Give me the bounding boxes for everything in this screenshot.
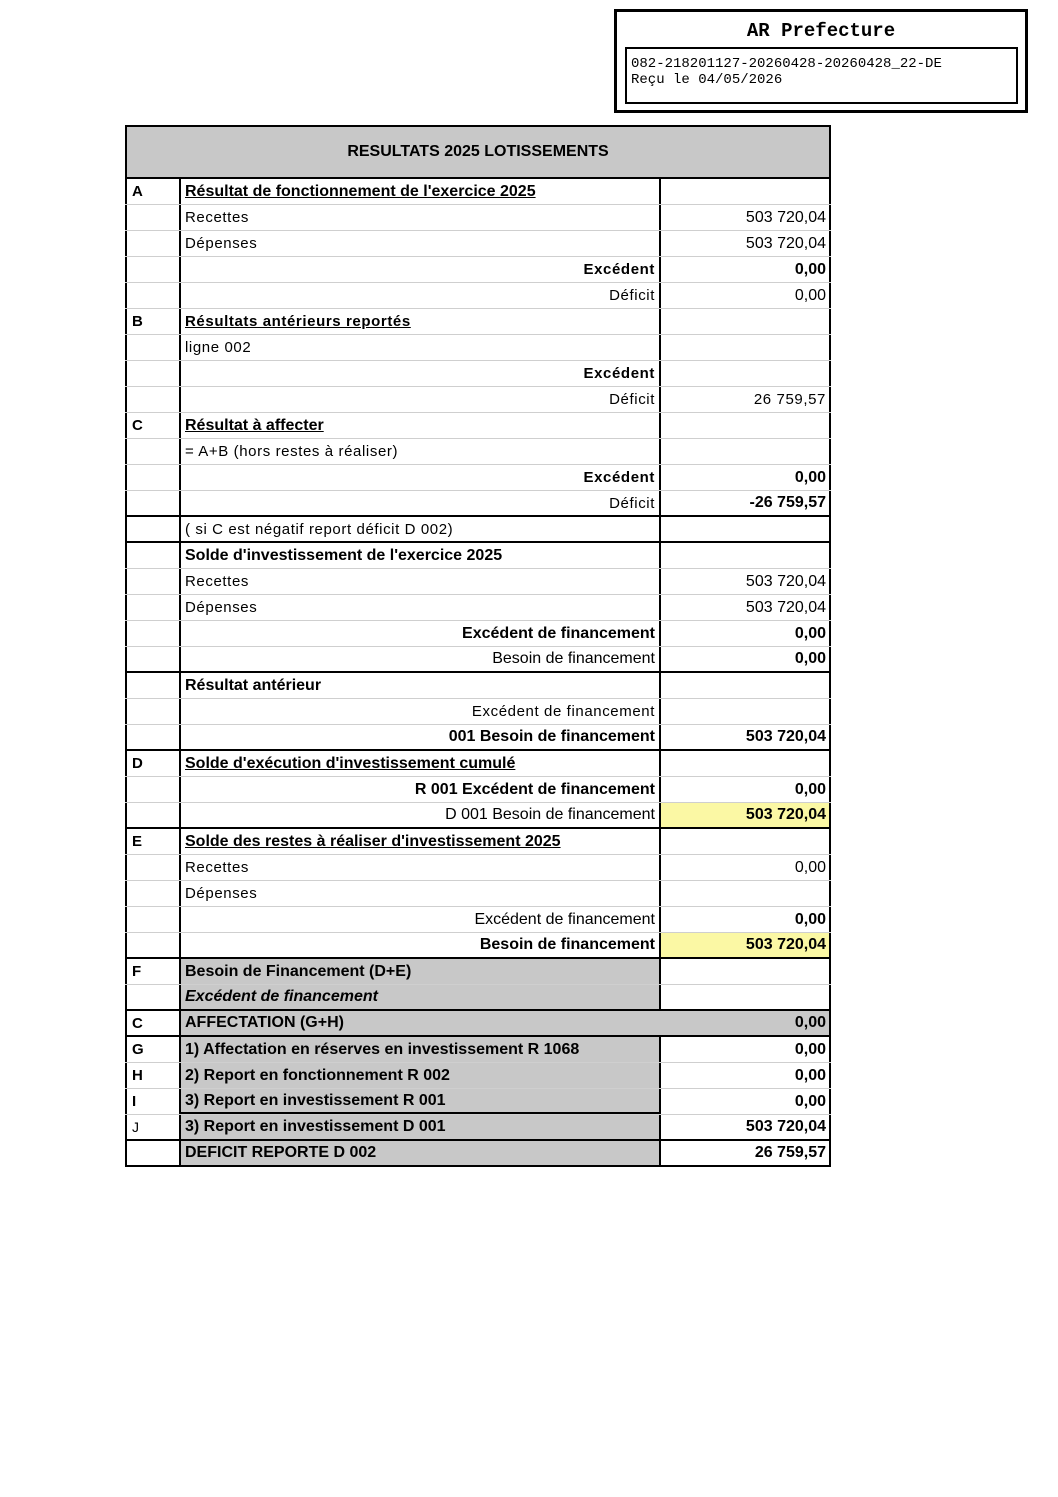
table-row (125, 647, 831, 673)
row-label: 001 Besoin de financement (448, 728, 655, 745)
section-a-heading: Résultat de fonctionnement de l'exercice 2025 (185, 182, 536, 200)
row-label: Déficit (609, 391, 655, 408)
row-value: 0,00 (659, 257, 831, 282)
row-label: Besoin de Financement (D+E) (181, 959, 659, 984)
stamp-received-date: Reçu le 04/05/2026 (631, 72, 783, 88)
table-row (125, 933, 831, 959)
table-title: RESULTATS 2025 LOTISSEMENTS (125, 125, 831, 179)
table-row (125, 569, 831, 595)
table-row (125, 309, 831, 335)
row-label: Excédent (583, 365, 655, 382)
table-row (125, 777, 831, 803)
table-row (125, 1063, 831, 1089)
row-value: 0,00 (659, 621, 831, 646)
row-value: 503 720,04 (659, 205, 831, 230)
row-letter: I (125, 1089, 181, 1114)
stamp-title: AR Prefecture (746, 20, 896, 42)
ar-prefecture-stamp (614, 9, 1028, 113)
stamp-id: 082-218201127-20260428-20260428_22-DE (631, 56, 942, 72)
table-row (125, 1115, 831, 1141)
row-letter: G (125, 1037, 181, 1062)
row-label: 2) Report en fonctionnement R 002 (181, 1063, 659, 1088)
table-row (125, 335, 831, 361)
row-label: Excédent de financement (462, 624, 655, 642)
row-value: 503 720,04 (659, 1115, 831, 1139)
table-row (125, 907, 831, 933)
row-value-highlighted: 503 720,04 (659, 803, 831, 827)
row-letter: E (125, 829, 181, 854)
row-note: ( si C est négatif report déficit D 002) (185, 520, 454, 538)
row-value: 0,00 (659, 465, 831, 490)
row-letter: J (125, 1115, 181, 1139)
row-value: 0,00 (659, 1037, 831, 1062)
table-row (125, 465, 831, 491)
section-d-heading: Solde d'exécution d'investissement cumulé (185, 754, 516, 772)
row-label: Excédent de financement (474, 910, 655, 928)
row-letter: B (125, 309, 181, 334)
row-label: Dépenses (185, 885, 258, 902)
row-letter: C (125, 413, 181, 438)
row-value: -26 759,57 (659, 491, 831, 515)
section-e-heading: Solde des restes à réaliser d'investissement 2025 (185, 832, 561, 850)
results-table (125, 125, 831, 1167)
table-row (125, 439, 831, 465)
row-value: 26 759,57 (659, 387, 831, 412)
row-label: Recettes (185, 859, 249, 876)
row-value: 0,00 (659, 855, 831, 880)
table-row (125, 413, 831, 439)
table-row (125, 985, 831, 1011)
row-value: 0,00 (659, 647, 831, 671)
row-value: 503 720,04 (659, 231, 831, 256)
row-value: 26 759,57 (659, 1141, 831, 1165)
row-value: 503 720,04 (659, 595, 831, 620)
table-row (125, 231, 831, 257)
table-row (125, 361, 831, 387)
row-label: Excédent de financement (181, 985, 659, 1009)
row-label: Excédent (583, 469, 655, 486)
row-label: Besoin de financement (492, 650, 655, 667)
row-label: 1) Affectation en réserves en investissement R 1068 (181, 1037, 659, 1062)
section-c-heading: Résultat à affecter (185, 416, 324, 434)
row-label: R 001 Excédent de financement (414, 780, 655, 798)
row-value: 0,00 (659, 1089, 831, 1114)
row-label: D 001 Besoin de financement (445, 806, 655, 823)
table-row (125, 543, 831, 569)
table-row (125, 673, 831, 699)
table-row (125, 881, 831, 907)
row-label: = A+B (hors restes à réaliser) (185, 443, 399, 460)
row-label: Dépenses (185, 235, 258, 252)
row-letter: C (125, 1011, 181, 1035)
table-row (125, 699, 831, 725)
row-label: AFFECTATION (G+H) (185, 1014, 344, 1031)
section-b-heading: Résultats antérieurs reportés (185, 313, 411, 330)
table-row (125, 1089, 831, 1115)
row-label: DEFICIT REPORTE D 002 (181, 1141, 659, 1165)
row-label: 3) Report en investissement D 001 (181, 1115, 659, 1139)
table-row (125, 855, 831, 881)
table-row (125, 491, 831, 517)
row-value: 0,00 (659, 283, 831, 308)
row-label: Excédent (583, 261, 655, 278)
table-row (125, 725, 831, 751)
table-row (125, 387, 831, 413)
row-subheading: Résultat antérieur (185, 676, 322, 694)
row-value-highlighted: 503 720,04 (659, 933, 831, 957)
row-value: 0,00 (659, 1063, 831, 1088)
row-label: Dépenses (185, 599, 258, 616)
row-label: Besoin de financement (479, 936, 655, 953)
row-value: 0,00 (659, 777, 831, 802)
row-letter: A (125, 179, 181, 204)
row-letter: F (125, 959, 181, 984)
row-value: 0,00 (659, 1011, 831, 1035)
table-row (125, 283, 831, 309)
table-row (125, 595, 831, 621)
row-value (659, 179, 831, 204)
table-row (125, 179, 831, 205)
table-row (125, 829, 831, 855)
row-letter: H (125, 1063, 181, 1088)
row-value: 503 720,04 (659, 725, 831, 749)
row-label: Excédent de financement (471, 703, 655, 720)
table-row (125, 621, 831, 647)
row-label: 3) Report en investissement R 001 (181, 1089, 659, 1114)
table-row (125, 1011, 831, 1037)
table-row (125, 1141, 831, 1167)
row-label: Déficit (609, 287, 655, 304)
table-row (125, 517, 831, 543)
stamp-reference-box (625, 47, 1018, 104)
row-value: 503 720,04 (659, 569, 831, 594)
row-label: Recettes (185, 573, 249, 590)
row-label: Déficit (609, 494, 655, 512)
row-value: 0,00 (659, 907, 831, 932)
row-label: Recettes (185, 209, 249, 226)
table-row (125, 205, 831, 231)
table-row (125, 1037, 831, 1063)
table-row (125, 751, 831, 777)
row-letter: D (125, 751, 181, 776)
table-row (125, 257, 831, 283)
row-label: ligne 002 (185, 339, 252, 356)
table-row (125, 803, 831, 829)
table-row (125, 959, 831, 985)
invest-heading: Solde d'investissement de l'exercice 2025 (185, 546, 503, 564)
